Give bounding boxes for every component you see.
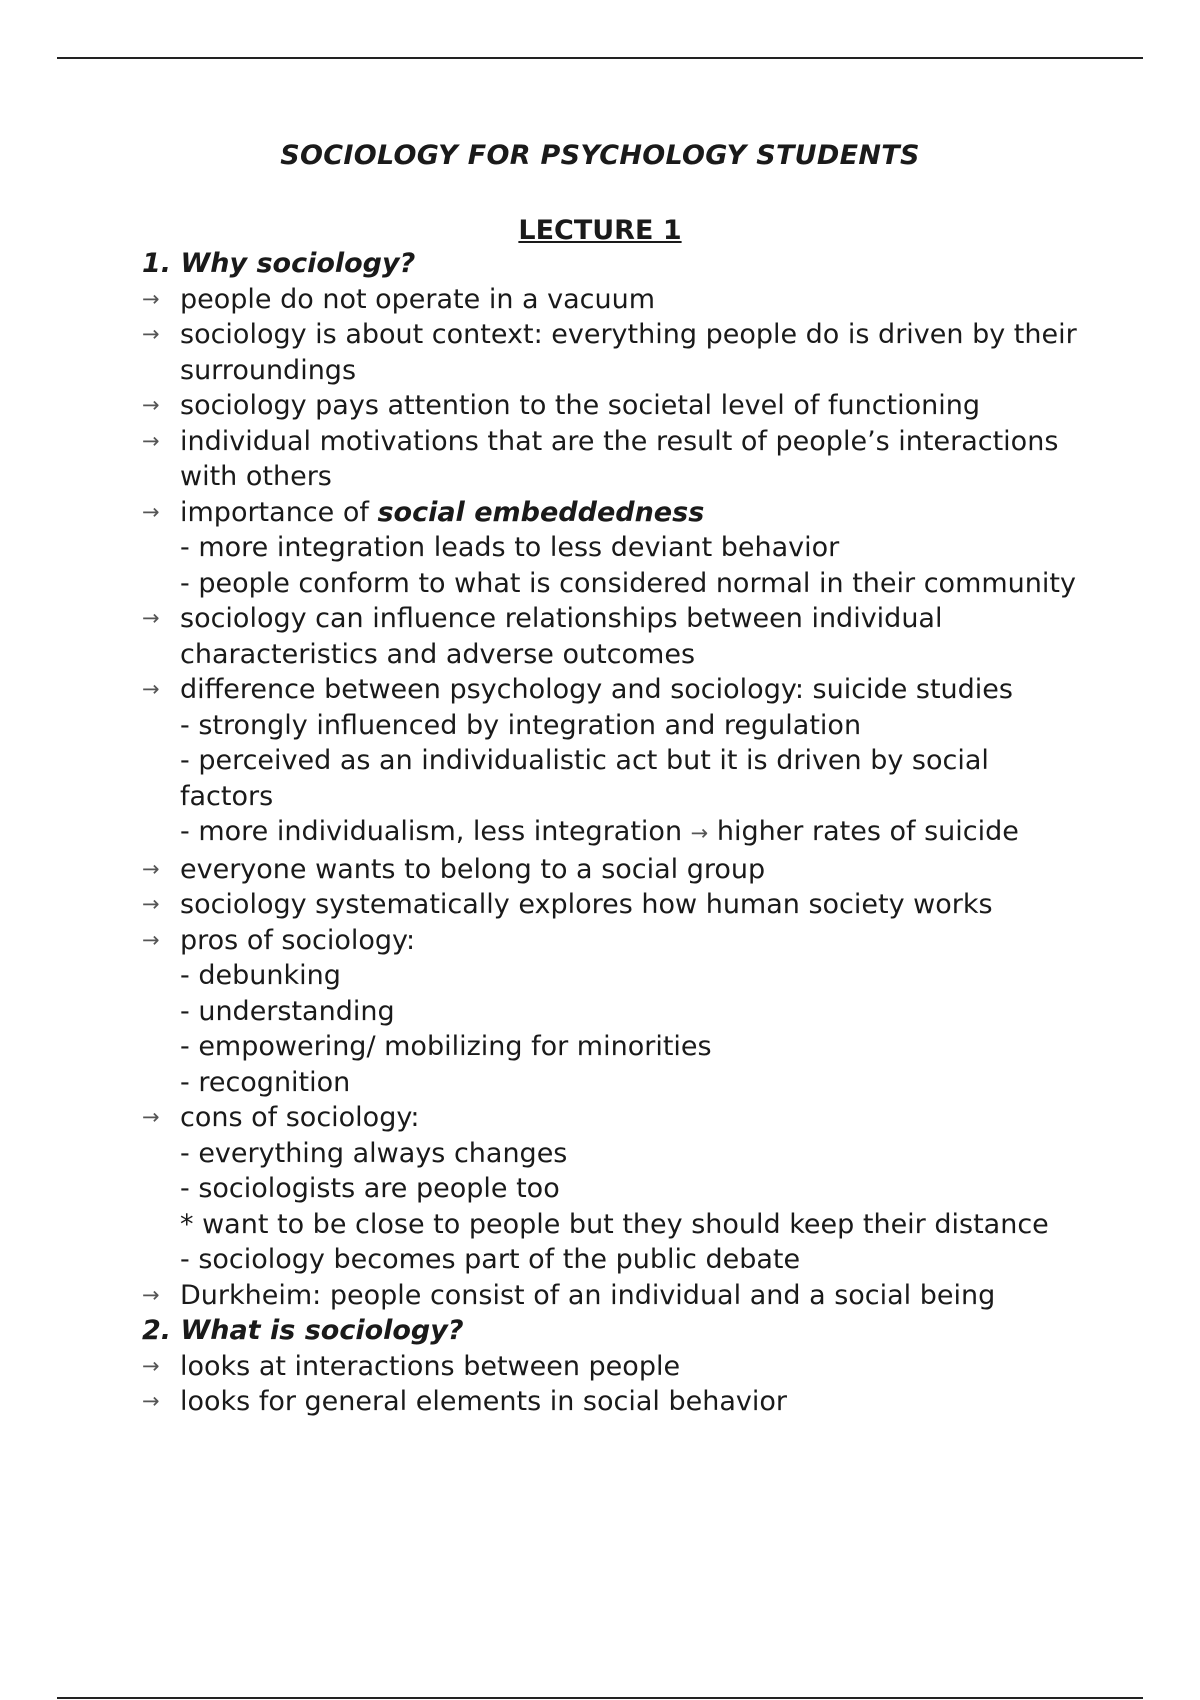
sub-item: - strongly influenced by integration and regulation xyxy=(180,709,862,741)
bullet-text: sociology systematically explores how human society works xyxy=(180,889,993,920)
bullet-item xyxy=(142,317,1082,388)
sub-item: * want to be close to people but they should keep their distance xyxy=(180,1208,1049,1240)
individualism-after: higher rates of suicide xyxy=(708,816,1019,847)
bullet-item xyxy=(142,672,1082,708)
bullet-item xyxy=(142,1384,1082,1420)
sub-item: - understanding xyxy=(180,995,395,1027)
bullet-item xyxy=(142,923,1082,959)
arrow-icon: → xyxy=(142,606,160,630)
bullet-item xyxy=(142,1100,1082,1136)
bullet-text: people do not operate in a vacuum xyxy=(180,283,656,315)
bullet-item xyxy=(142,388,1082,424)
sub-item-individualism xyxy=(142,814,1082,852)
arrow-icon: → xyxy=(142,892,160,916)
bullet-text: sociology can influence relationships between individual characteristics and adverse outcomes xyxy=(180,603,943,670)
bullet-text: everyone wants to belong to a social group xyxy=(180,853,766,885)
arrow-icon: → xyxy=(142,1105,160,1129)
bullet-text: cons of sociology: xyxy=(180,1102,420,1133)
bullet-text xyxy=(180,495,1082,531)
arrow-icon: → xyxy=(142,322,160,346)
arrow-icon: → xyxy=(142,677,160,701)
bullet-item xyxy=(142,282,1082,318)
sub-item: - more integration leads to less deviant behavior xyxy=(180,532,840,563)
section-heading-why-sociology: 1. Why sociology? xyxy=(142,248,416,279)
bullet-item xyxy=(142,1349,1082,1385)
arrow-icon: → xyxy=(142,1389,160,1413)
bullet-text: looks at interactions between people xyxy=(180,1350,681,1382)
bullet-text: Durkheim: people consist of an individual and a social being xyxy=(180,1279,996,1311)
bullet-item xyxy=(142,424,1082,495)
sub-item: - debunking xyxy=(180,960,341,991)
individualism-before: - more individualism, less integration xyxy=(180,816,691,847)
top-rule xyxy=(57,57,1143,59)
sub-item: - recognition xyxy=(180,1066,351,1098)
bullet-item xyxy=(142,852,1082,888)
arrow-icon: → xyxy=(142,428,160,453)
bullet-text: sociology is about context: everything people do is driven by their surroundings xyxy=(180,319,1077,386)
bullet-text: pros of sociology: xyxy=(180,924,416,956)
arrow-icon: → xyxy=(142,499,160,524)
arrow-icon: → xyxy=(142,393,160,417)
bullet-item xyxy=(142,1278,1082,1314)
arrow-icon: → xyxy=(142,1282,160,1307)
bullet-item-embeddedness xyxy=(142,495,1082,531)
arrow-icon: → xyxy=(142,856,160,881)
bullet-item xyxy=(142,887,1082,923)
sub-item: - empowering/ mobilizing for minorities xyxy=(180,1031,712,1062)
sub-item: - sociology becomes part of the public debate xyxy=(180,1244,801,1275)
lecture-content xyxy=(142,246,1082,1420)
section-heading-what-is-sociology: 2. What is sociology? xyxy=(142,1315,464,1346)
sub-item: - people conform to what is considered normal in their community xyxy=(180,567,1076,599)
sub-item: - sociologists are people too xyxy=(180,1173,560,1204)
bullet-item xyxy=(142,601,1082,672)
embeddedness-prefix: importance of xyxy=(180,496,378,528)
arrow-icon: → xyxy=(142,1353,160,1378)
bullet-text: difference between psychology and sociology: suicide studies xyxy=(180,674,1013,705)
arrow-icon: → xyxy=(690,821,709,845)
bottom-rule xyxy=(57,1697,1143,1699)
arrow-icon: → xyxy=(142,286,160,311)
document-title: SOCIOLOGY FOR PSYCHOLOGY STUDENTS xyxy=(280,140,920,171)
lecture-title: LECTURE 1 xyxy=(518,215,682,246)
social-embeddedness-term: social embeddedness xyxy=(377,496,705,528)
bullet-text: looks for general elements in social behavior xyxy=(180,1386,787,1417)
bullet-text: individual motivations that are the result of people’s interactions with others xyxy=(180,425,1059,492)
sub-item: - everything always changes xyxy=(180,1137,568,1169)
sub-item: - perceived as an individualistic act but it is driven by social factors xyxy=(180,745,989,812)
arrow-icon: → xyxy=(142,927,160,952)
bullet-text: sociology pays attention to the societal level of functioning xyxy=(180,390,981,421)
